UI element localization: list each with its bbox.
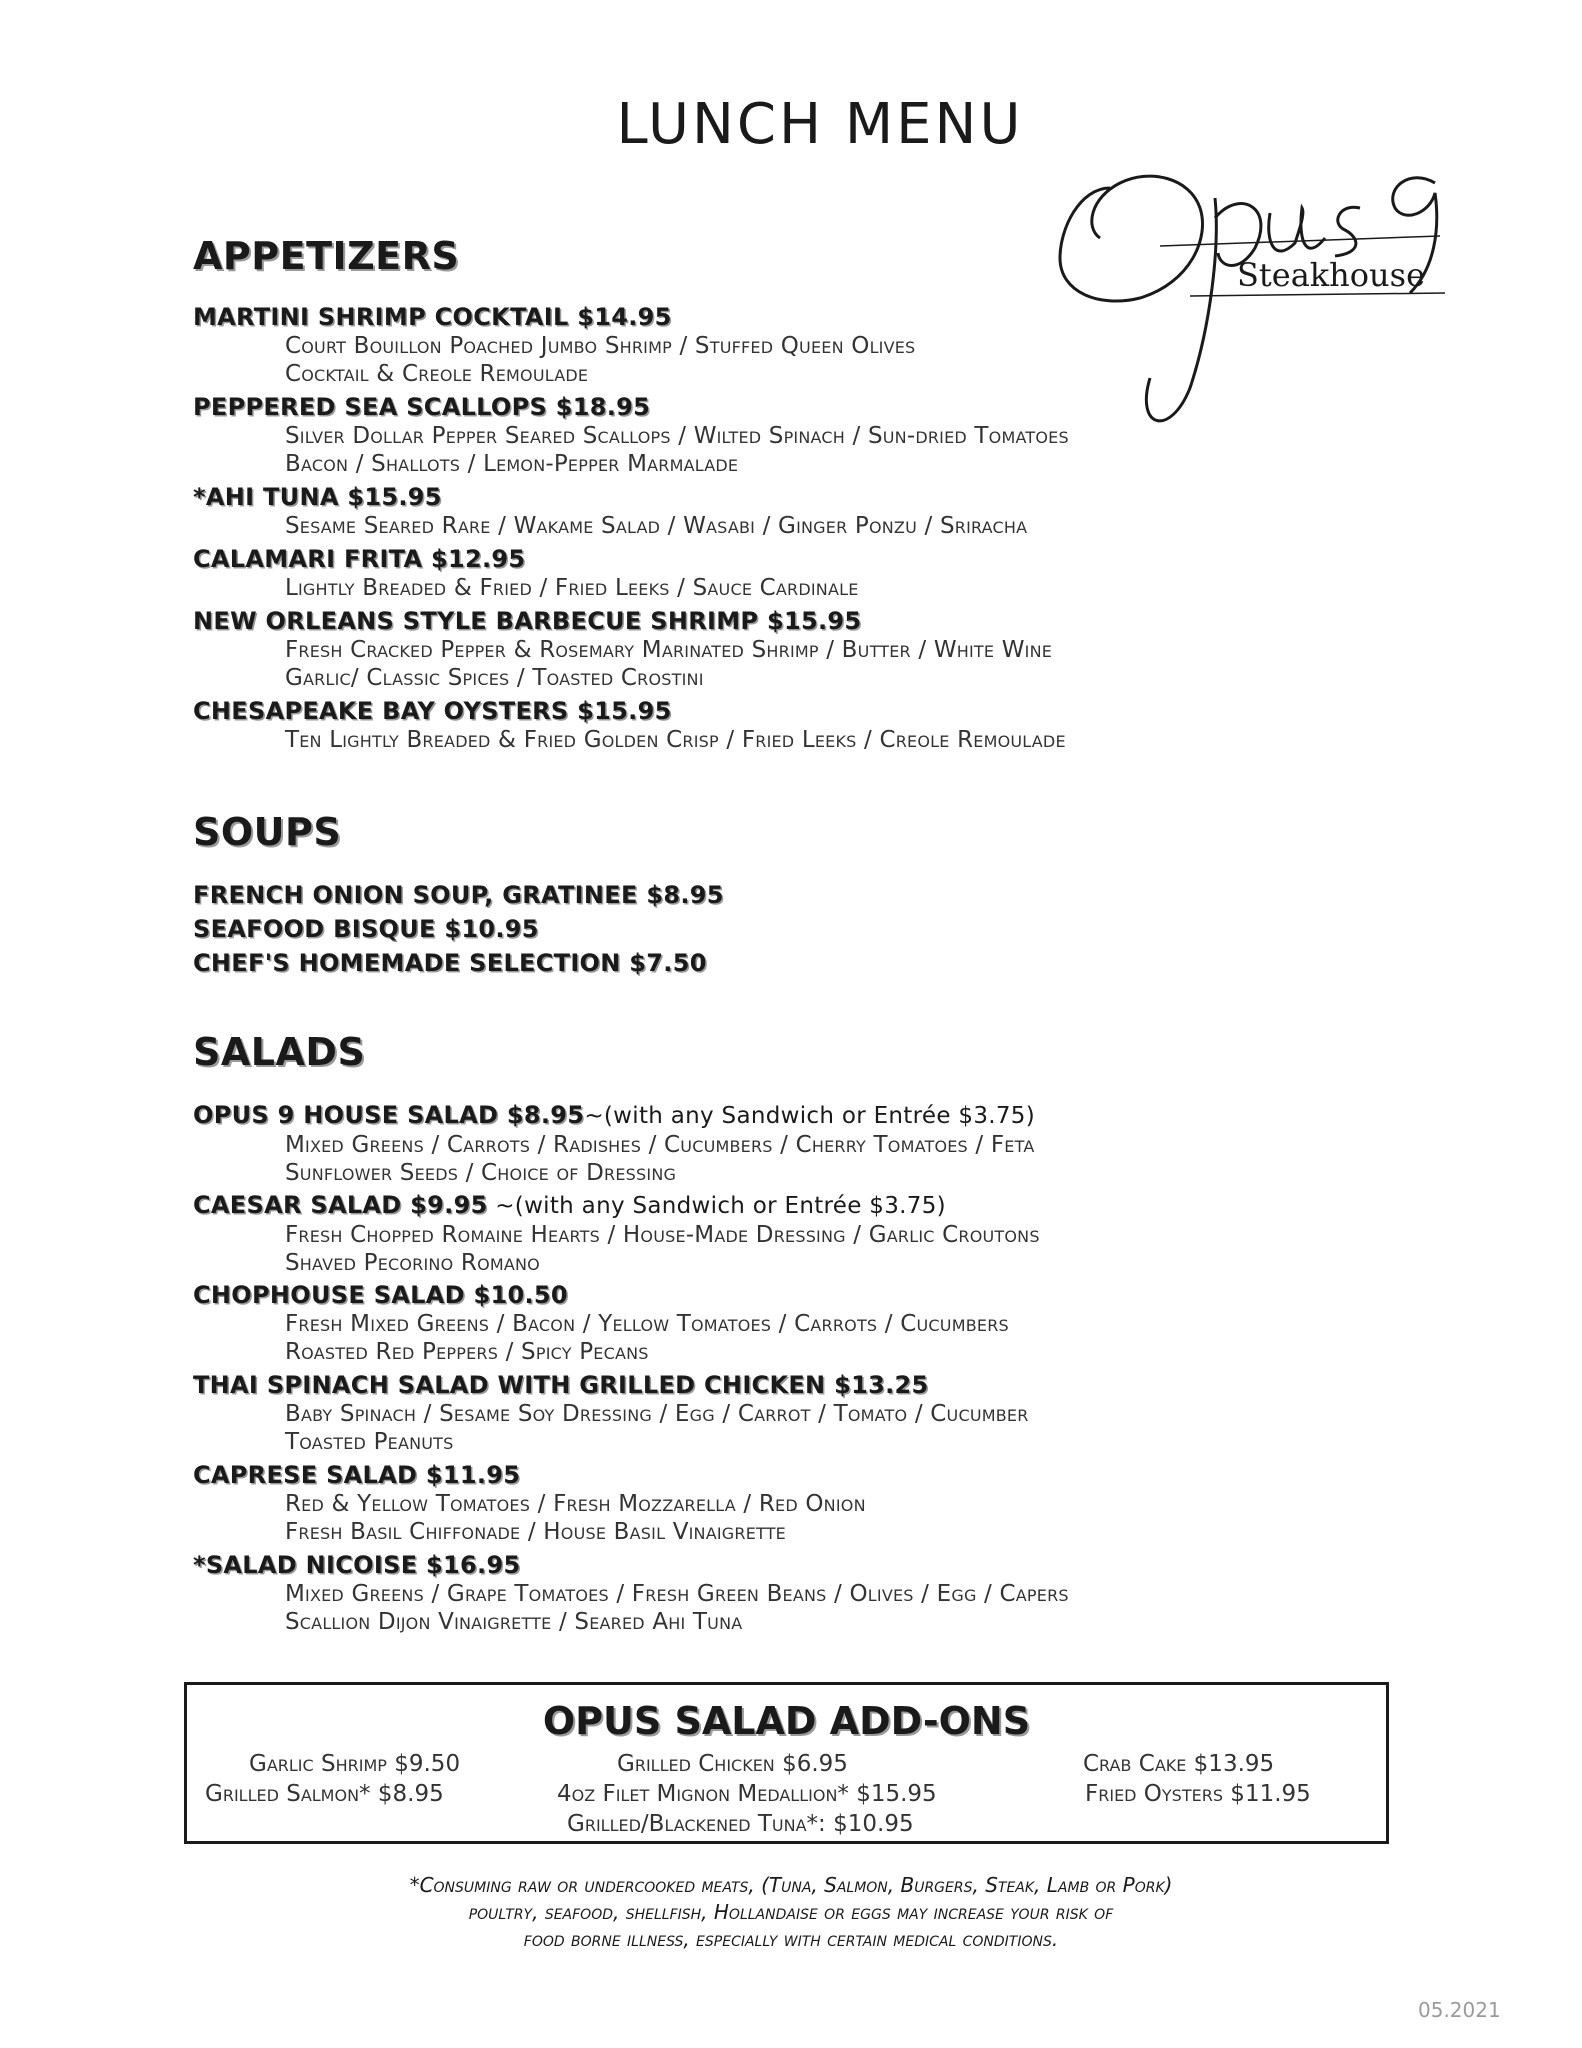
disclaimer-line: food borne illness, especially with certain medical conditions.	[523, 1927, 1059, 1951]
appetizer-item	[193, 482, 1027, 540]
item-description: Fresh Chopped Romaine Hearts / House-Made Dressing / Garlic Croutons	[285, 1222, 1040, 1248]
item-description: Fresh Basil Chiffonade / House Basil Vinaigrette	[285, 1519, 786, 1545]
item-name: PEPPERED SEA SCALLOPS $18.95	[193, 393, 651, 421]
salad-item	[193, 1550, 1069, 1636]
item-description: Mixed Greens / Grape Tomatoes / Fresh Green Beans / Olives / Egg / Capers	[285, 1581, 1069, 1607]
item-name: THAI SPINACH SALAD WITH GRILLED CHICKEN $13.25	[193, 1371, 929, 1399]
item-description: Cocktail & Creole Remoulade	[285, 361, 589, 387]
addons-heading: OPUS SALAD ADD-ONS	[542, 1699, 1031, 1743]
item-description: Red & Yellow Tomatoes / Fresh Mozzarella / Red Onion	[285, 1491, 866, 1517]
addon-item: Grilled Chicken $6.95	[617, 1751, 848, 1777]
item-name: MARTINI SHRIMP COCKTAIL $14.95	[193, 303, 672, 331]
opus9-steakhouse-logo	[1040, 128, 1460, 448]
salads-heading: SALADS	[193, 1030, 366, 1074]
addon-item: Grilled Salmon* $8.95	[205, 1781, 444, 1807]
addon-item: Garlic Shrimp $9.50	[249, 1751, 461, 1777]
item-name: CHOPHOUSE SALAD $10.50	[193, 1281, 568, 1309]
item-name: CAESAR SALAD $9.95	[193, 1191, 488, 1219]
item-name: NEW ORLEANS STYLE BARBECUE SHRIMP $15.95	[193, 607, 862, 635]
item-description: Ten Lightly Breaded & Fried Golden Crisp / Fried Leeks / Creole Remoulade	[285, 727, 1066, 753]
soup-item: FRENCH ONION SOUP, GRATINEE $8.95	[193, 881, 724, 909]
salad-item	[193, 1190, 1040, 1277]
item-description: Toasted Peanuts	[285, 1429, 454, 1455]
salad-addons-box	[184, 1682, 1389, 1844]
item-description: Shaved Pecorino Romano	[285, 1250, 540, 1276]
appetizer-item	[193, 302, 915, 388]
item-description: Sunflower Seeds / Choice of Dressing	[285, 1160, 677, 1186]
item-note: ~(with any Sandwich or Entrée $3.75)	[487, 1193, 946, 1219]
item-description: Bacon / Shallots / Lemon-Pepper Marmalade	[285, 451, 739, 477]
item-name: CALAMARI FRITA $12.95	[193, 545, 526, 573]
item-note: ~(with any Sandwich or Entrée $3.75)	[584, 1103, 1036, 1129]
item-name: *SALAD NICOISE $16.95	[193, 1551, 521, 1579]
soup-item: CHEF'S HOMEMADE SELECTION $7.50	[193, 949, 707, 977]
addon-item: Grilled/Blackened Tuna*: $10.95	[567, 1811, 914, 1837]
soup-item: SEAFOOD BISQUE $10.95	[193, 915, 539, 943]
item-description: Baby Spinach / Sesame Soy Dressing / Egg / Carrot / Tomato / Cucumber	[285, 1401, 1029, 1427]
item-description: Fresh Mixed Greens / Bacon / Yellow Tomatoes / Carrots / Cucumbers	[285, 1311, 1009, 1337]
soups-heading: SOUPS	[193, 810, 342, 854]
menu-version-code: 05.2021	[1418, 1998, 1501, 2022]
appetizer-item	[193, 544, 859, 602]
item-name: CHESAPEAKE BAY OYSTERS $15.95	[193, 697, 672, 725]
page-title: LUNCH MENU	[616, 92, 1024, 157]
soups-list	[193, 878, 724, 980]
item-description: Scallion Dijon Vinaigrette / Seared Ahi Tuna	[285, 1609, 743, 1635]
logo-subtitle: Steakhouse	[1236, 256, 1425, 294]
addon-item: 4oz Filet Mignon Medallion* $15.95	[557, 1781, 937, 1807]
item-description: Mixed Greens / Carrots / Radishes / Cucumbers / Cherry Tomatoes / Feta	[285, 1132, 1035, 1158]
addon-item: Crab Cake $13.95	[1083, 1751, 1275, 1777]
item-description: Sesame Seared Rare / Wakame Salad / Wasabi / Ginger Ponzu / Sriracha	[285, 513, 1028, 539]
item-name: OPUS 9 HOUSE SALAD $8.95	[193, 1101, 585, 1129]
food-safety-disclaimer	[0, 1872, 1582, 1953]
appetizer-item	[193, 696, 1066, 754]
item-name: CAPRESE SALAD $11.95	[193, 1461, 521, 1489]
item-description: Lightly Breaded & Fried / Fried Leeks / Sauce Cardinale	[285, 575, 859, 601]
appetizers-heading: APPETIZERS	[193, 234, 460, 278]
item-description: Garlic/ Classic Spices / Toasted Crostini	[285, 665, 704, 691]
salad-item	[193, 1100, 1035, 1187]
addon-item: Fried Oysters $11.95	[1085, 1781, 1311, 1807]
appetizer-item	[193, 606, 1052, 692]
disclaimer-line: *Consuming raw or undercooked meats, (Tuna, Salmon, Burgers, Steak, Lamb or Pork)	[409, 1873, 1173, 1897]
salad-item	[193, 1280, 1009, 1366]
appetizer-item	[193, 392, 1069, 478]
salad-item	[193, 1460, 866, 1546]
disclaimer-line: poultry, seafood, shellfish, Hollandaise or eggs may increase your risk of	[468, 1900, 1114, 1924]
item-description: Roasted Red Peppers / Spicy Pecans	[285, 1339, 649, 1365]
item-name: *AHI TUNA $15.95	[193, 483, 442, 511]
salad-item	[193, 1370, 1029, 1456]
item-description: Silver Dollar Pepper Seared Scallops / Wilted Spinach / Sun-dried Tomatoes	[285, 423, 1069, 449]
item-description: Fresh Cracked Pepper & Rosemary Marinated Shrimp / Butter / White Wine	[285, 637, 1053, 663]
item-description: Court Bouillon Poached Jumbo Shrimp / Stuffed Queen Olives	[285, 333, 916, 359]
